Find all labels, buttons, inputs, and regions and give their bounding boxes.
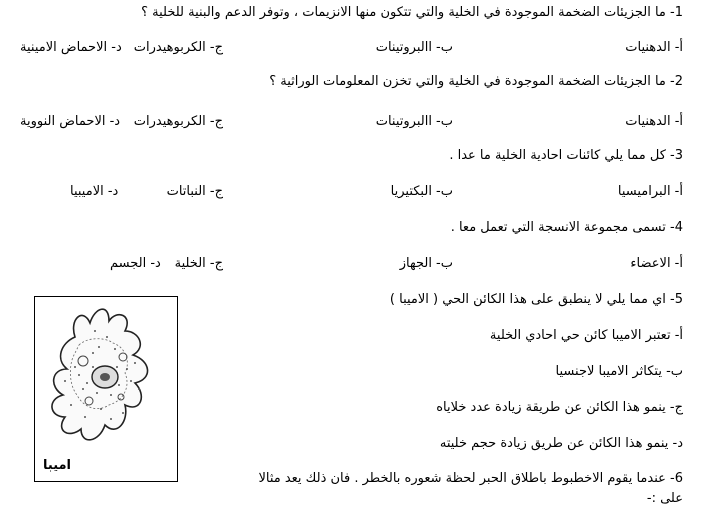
q1-option-d[interactable]: د- الاحماض الامينية [20,40,122,55]
q4-option-c[interactable]: ج- الخلية [174,256,223,271]
q4-option-b[interactable]: ب- الجهاز [399,256,453,271]
amoeba-label: اميبا [43,458,71,473]
q5-option-b[interactable]: ب- يتكاثر الاميبا لاجنسيا [555,364,683,379]
question-2-text: 2- ما الجزيئات الضخمة الموجودة في الخلية والتي تخزن المعلومات الوراثية ؟ [269,74,683,89]
q5-option-a[interactable]: أ- تعتبر الاميبا كائن حي احادي الخلية [489,328,683,343]
question-4-options [20,255,683,273]
question-3-options [20,183,683,201]
question-6-text-line-1: 6- عندما يقوم الاخطبوط باطلاق الحبر لحظة شعوره بالخطر . فان ذلك يعد مثالا [258,471,683,486]
question-1-options [20,39,683,57]
q2-option-d[interactable]: د- الاحماض النووية [20,114,121,129]
q5-option-c[interactable]: ج- ينمو هذا الكائن عن طريقة زيادة عدد خلاياه [436,400,683,415]
q2-option-c[interactable]: ج- الكربوهيدرات [133,114,223,129]
amoeba-figure [34,296,178,482]
question-1-text: 1- ما الجزيئات الضخمة الموجودة في الخلية والتي تتكون منها الانزيمات ، وتوفر الدعم والبنية للخلية ؟ [141,5,683,20]
q4-option-a[interactable]: أ- الاعضاء [630,256,683,271]
q4-option-d[interactable]: د- الجسم [110,256,161,271]
question-5-text: 5- اي مما يلي لا ينطبق على هذا الكائن الحي ( الاميبا ) [389,292,683,307]
question-4-text: 4- تسمى مجموعة الانسجة التي تعمل معا . [450,220,683,235]
question-2-options [20,113,683,131]
q2-option-a[interactable]: أ- الدهنيات [625,114,683,129]
question-3-text: 3- كل مما يلي كائنات احادية الخلية ما عدا . [449,148,683,163]
q1-option-a[interactable]: أ- الدهنيات [625,40,683,55]
amoeba-illustration-icon [35,297,177,481]
q2-option-b[interactable]: ب- االبروتينات [375,114,453,129]
q1-option-c[interactable]: ج- الكربوهيدرات [133,40,223,55]
q3-option-a[interactable]: أ- البراميسيا [617,184,683,199]
question-6-text-line-2: على :- [646,491,683,506]
q3-option-c[interactable]: ج- النباتات [166,184,223,199]
q5-option-d[interactable]: د- ينمو هذا الكائن عن طريق زيادة حجم خليته [439,436,683,451]
q3-option-b[interactable]: ب- البكتيريا [390,184,453,199]
q1-option-b[interactable]: ب- االبروتينات [375,40,453,55]
q3-option-d[interactable]: د- الاميبيا [70,184,119,199]
